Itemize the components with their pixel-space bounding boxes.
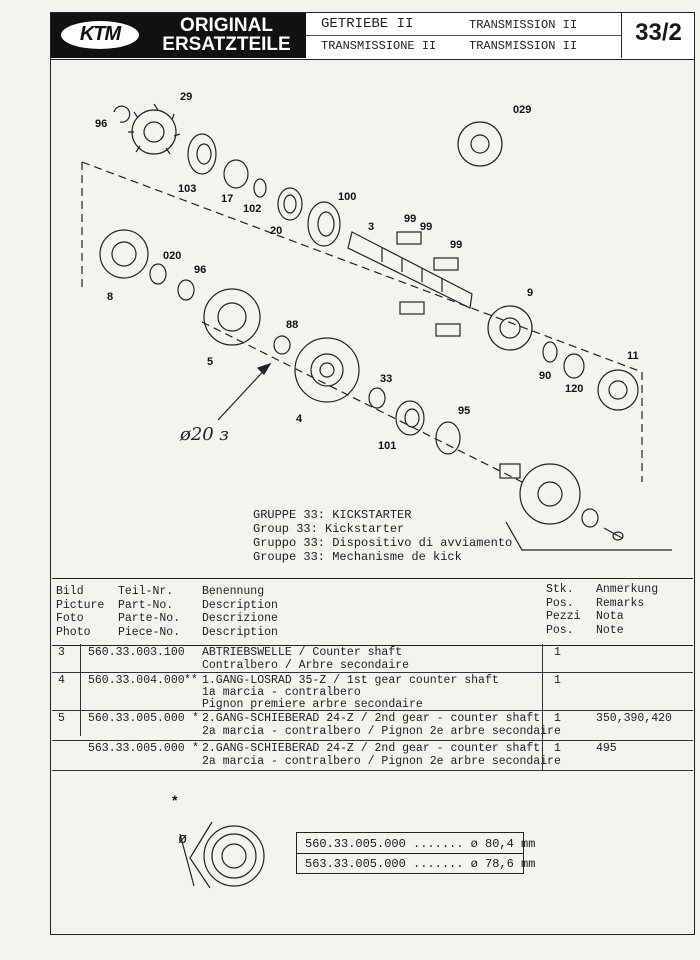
page-number: 33/2 xyxy=(635,19,682,46)
callout-102: 102 xyxy=(243,203,262,215)
group-it: Gruppo 33: Dispositivo di avviamento xyxy=(253,536,513,550)
table-row: 563.33.005.000 * 2.GANG-SCHIEBERAD 24-Z / 2nd gear - counter shaft 2a marcia - contralbero / Pignon 2e arbre secondaire 1 495 xyxy=(52,740,693,771)
callout-020: 020 xyxy=(163,250,182,262)
diameter-symbol: ø xyxy=(178,830,188,847)
header xyxy=(50,12,695,60)
callout-99c: 99 xyxy=(450,239,463,251)
callout-103: 103 xyxy=(178,183,197,195)
callout-90: 90 xyxy=(539,370,552,382)
detail-marker: * xyxy=(172,792,178,808)
title-de: GETRIEBE II xyxy=(321,16,414,32)
banner-text xyxy=(149,16,304,54)
callout-88: 88 xyxy=(286,319,299,331)
callout-101: 101 xyxy=(378,440,397,452)
group-en: Group 33: Kickstarter xyxy=(253,522,405,536)
callout-4: 4 xyxy=(296,413,303,425)
table-row: 4 560.33.004.000 ** 1.GANG-LOSRAD 35-Z / 1st gear counter shaft 1a marcia - contralbero Pignon premiere arbre secondaire 1 xyxy=(52,672,693,711)
table-header xyxy=(52,578,693,646)
callout-9: 9 xyxy=(527,287,534,299)
banner-line2: ERSATZTEILE xyxy=(162,34,291,55)
spec-line: 560.33.005.000 ....... ø 80,4 mm xyxy=(305,837,536,851)
diameter-spec-box xyxy=(296,832,536,874)
callout-11: 11 xyxy=(627,350,639,362)
detail-gear-drawing xyxy=(160,790,280,910)
col-remarks: Anmerkung Remarks Nota Note xyxy=(596,583,659,637)
callout-3: 3 xyxy=(368,221,375,233)
title-it: TRANSMISSIONE II xyxy=(321,39,437,53)
callout-029: 029 xyxy=(513,104,532,116)
spec-line: 563.33.005.000 ....... ø 78,6 mm xyxy=(305,857,536,871)
title-fr: TRANSMISSION II xyxy=(469,39,578,53)
col-description: Benennung Description Descrizione Description xyxy=(202,585,278,639)
ktm-logo-text: KTM xyxy=(79,23,121,45)
exploded-view-diagram xyxy=(52,62,693,574)
brand-banner xyxy=(51,13,306,58)
table-row: 5 560.33.005.000 * 2.GANG-SCHIEBERAD 24-Z / 2nd gear - counter shaft 2a marcia - contralbero / Pignon 2e arbre secondaire 1 350,390,420 xyxy=(52,710,693,741)
banner-line1: ORIGINAL xyxy=(180,15,273,36)
callout-33: 33 xyxy=(380,373,393,385)
callout-96b: 96 xyxy=(194,264,207,276)
callout-120: 120 xyxy=(565,383,584,395)
page-number-box xyxy=(621,13,695,58)
callout-29: 29 xyxy=(180,91,193,103)
group-fr: Groupe 33: Mechanisme de kick xyxy=(253,550,462,564)
group-de: GRUPPE 33: KICKSTARTER xyxy=(253,508,412,522)
callout-99b: 99 xyxy=(420,221,433,233)
callout-99a: 99 xyxy=(404,213,417,225)
col-part-no: Teil-Nr. Part-No. Parte-No. Piece-No. xyxy=(118,585,181,639)
callout-95: 95 xyxy=(458,405,471,417)
col-qty: Stk. Pos. Pezzi Pos. xyxy=(546,583,581,637)
group-caption xyxy=(253,508,512,564)
handwritten-note: ø20 ɜ xyxy=(180,424,229,445)
callout-5: 5 xyxy=(207,356,214,368)
callout-96: 96 xyxy=(95,118,108,130)
table-row: 3 560.33.003.100 ABTRIEBSWELLE / Counter shaft Contralbero / Arbre secondaire 1 xyxy=(52,644,693,673)
callout-17: 17 xyxy=(221,193,234,205)
col-picture: Bild Picture Foto Photo xyxy=(56,585,105,639)
callout-20: 20 xyxy=(270,225,283,237)
title-en: TRANSMISSION II xyxy=(469,18,578,32)
callout-8: 8 xyxy=(107,291,114,303)
callout-100: 100 xyxy=(338,191,357,203)
